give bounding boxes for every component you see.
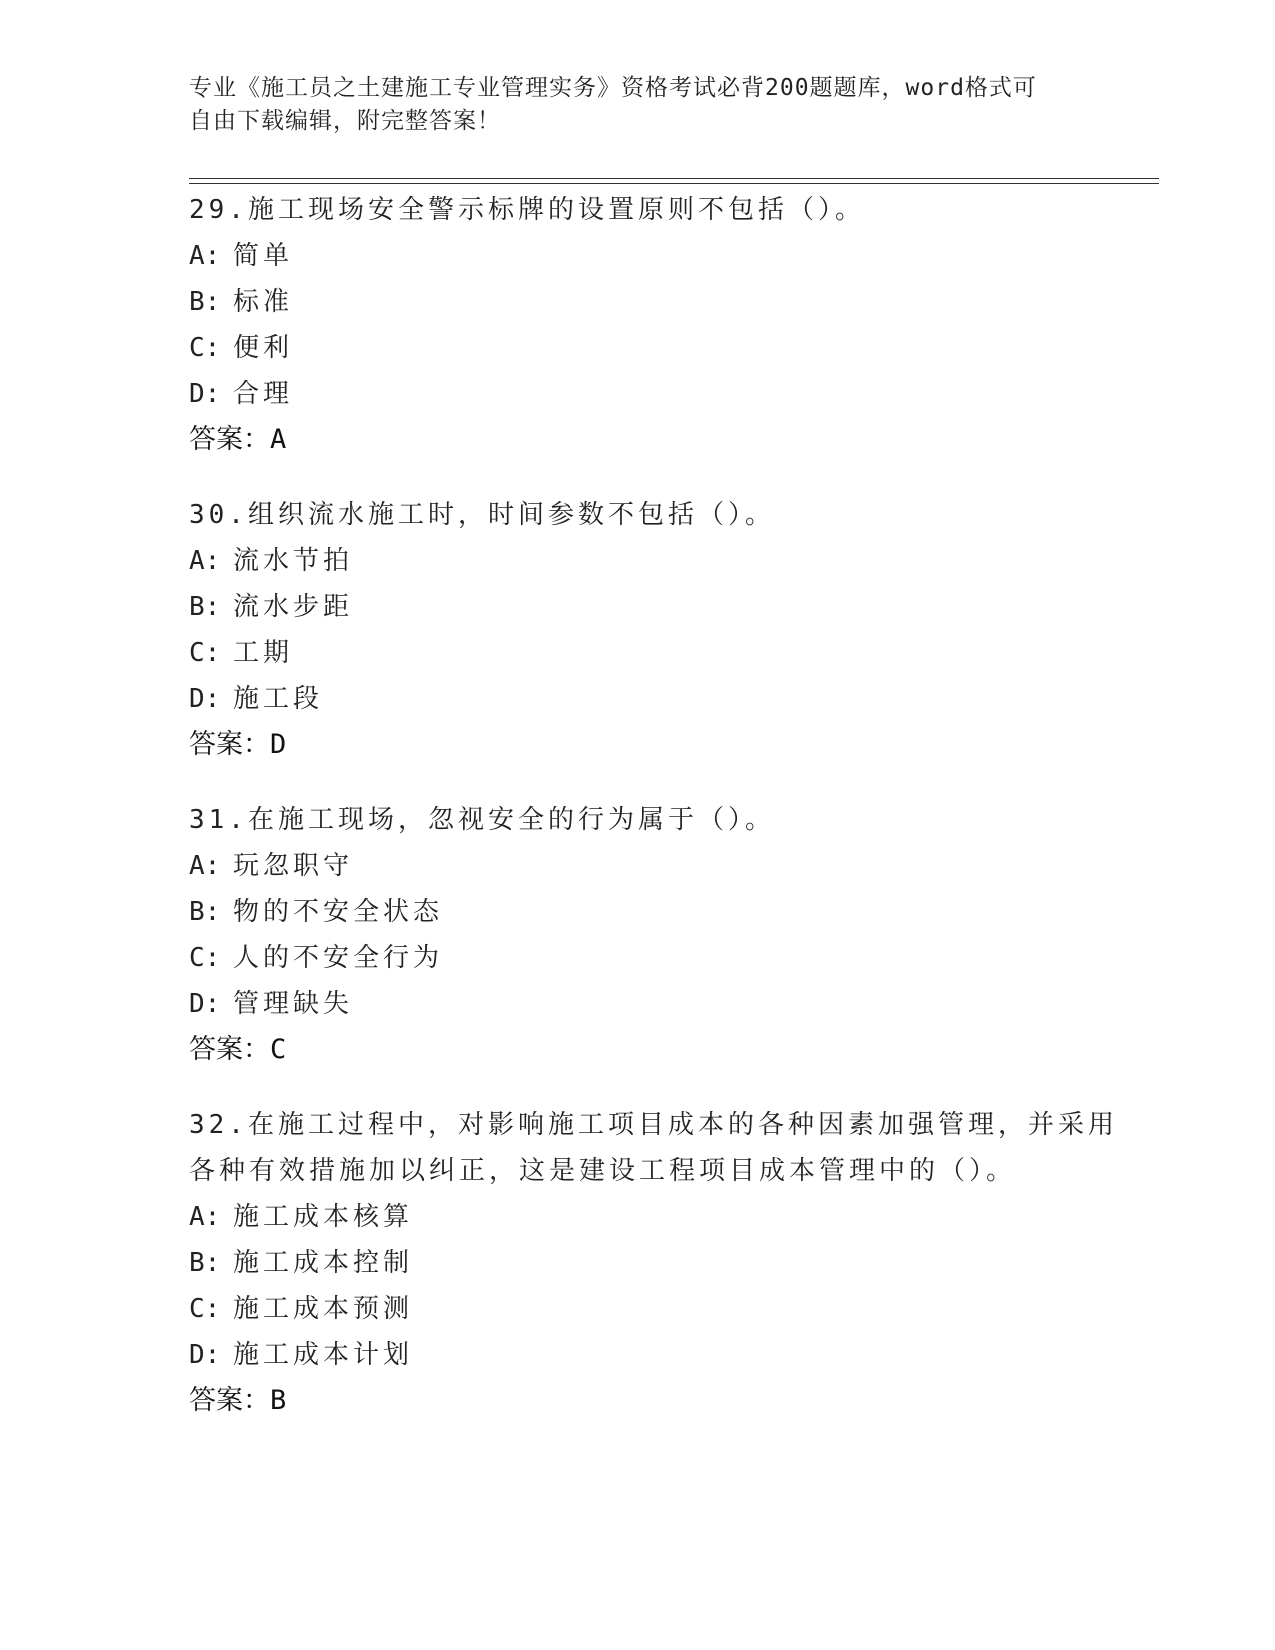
answer-label: 答案： — [189, 1385, 270, 1416]
document-header — [189, 72, 1069, 138]
option-c — [189, 1286, 1089, 1332]
option-letter: B: — [189, 592, 221, 622]
answer — [189, 417, 1089, 463]
option-a — [189, 233, 1089, 279]
option-text: 人的不安全行为 — [233, 943, 444, 973]
option-text: 标准 — [233, 287, 294, 317]
option-letter: C: — [189, 943, 221, 973]
header-divider-bottom — [189, 183, 1159, 184]
option-b — [189, 279, 1089, 325]
answer-value: B — [270, 1385, 287, 1416]
header-line-2: 自由下载编辑，附完整答案！ — [189, 108, 501, 134]
option-a — [189, 843, 1089, 889]
question-stem-line: 29.施工现场安全警示标牌的设置原则不包括（）。 — [189, 195, 865, 225]
option-letter: D: — [189, 1340, 221, 1370]
option-letter: A: — [189, 851, 221, 881]
header-divider-top — [189, 178, 1159, 179]
option-text: 玩忽职守 — [233, 851, 354, 881]
option-letter: D: — [189, 684, 221, 714]
option-text: 便利 — [233, 333, 294, 363]
question-stem — [189, 1102, 1118, 1194]
answer — [189, 1378, 1089, 1424]
answer-label: 答案： — [189, 1034, 270, 1065]
option-letter: A: — [189, 1202, 221, 1232]
option-b — [189, 584, 1089, 630]
option-text: 合理 — [233, 379, 294, 409]
option-text: 施工成本核算 — [233, 1202, 414, 1232]
option-letter: C: — [189, 1294, 221, 1324]
question-stem-line: 30.组织流水施工时，时间参数不包括（）。 — [189, 500, 775, 530]
question-31 — [189, 797, 1089, 1073]
answer-value: D — [270, 729, 287, 760]
question-stem — [189, 492, 1089, 538]
option-d — [189, 676, 1089, 722]
option-text: 物的不安全状态 — [233, 897, 444, 927]
option-b — [189, 1240, 1089, 1286]
answer — [189, 1027, 1089, 1073]
question-29 — [189, 187, 1089, 463]
option-text: 流水步距 — [233, 592, 354, 622]
question-stem-line: 31.在施工现场，忽视安全的行为属于（）。 — [189, 805, 775, 835]
option-letter: B: — [189, 897, 221, 927]
option-text: 施工段 — [233, 684, 324, 714]
answer-label: 答案： — [189, 729, 270, 760]
question-stem-line: 各种有效措施加以纠正，这是建设工程项目成本管理中的（）。 — [189, 1156, 1017, 1186]
answer — [189, 722, 1089, 768]
question-stem — [189, 187, 1089, 233]
option-d — [189, 981, 1089, 1027]
option-letter: A: — [189, 546, 221, 576]
option-text: 管理缺失 — [233, 989, 354, 1019]
option-a — [189, 1194, 1089, 1240]
option-letter: C: — [189, 638, 221, 668]
answer-value: C — [270, 1034, 287, 1065]
option-letter: A: — [189, 241, 221, 271]
option-c — [189, 630, 1089, 676]
option-letter: D: — [189, 379, 221, 409]
option-d — [189, 371, 1089, 417]
option-letter: D: — [189, 989, 221, 1019]
option-text: 工期 — [233, 638, 294, 668]
option-letter: B: — [189, 1248, 221, 1278]
option-text: 流水节拍 — [233, 546, 354, 576]
option-c — [189, 325, 1089, 371]
question-stem — [189, 797, 1089, 843]
option-letter: C: — [189, 333, 221, 363]
option-text: 施工成本预测 — [233, 1294, 414, 1324]
option-c — [189, 935, 1089, 981]
option-letter: B: — [189, 287, 221, 317]
option-text: 施工成本控制 — [233, 1248, 414, 1278]
option-text: 简单 — [233, 241, 294, 271]
answer-label: 答案： — [189, 424, 270, 455]
option-b — [189, 889, 1089, 935]
option-a — [189, 538, 1089, 584]
question-30 — [189, 492, 1089, 768]
question-32 — [189, 1102, 1118, 1424]
answer-value: A — [270, 424, 287, 455]
header-line-1: 专业《施工员之土建施工专业管理实务》资格考试必背200题题库，word格式可 — [189, 75, 1037, 101]
question-stem-line: 32.在施工过程中，对影响施工项目成本的各种因素加强管理，并采用 — [189, 1110, 1118, 1140]
option-text: 施工成本计划 — [233, 1340, 414, 1370]
option-d — [189, 1332, 1089, 1378]
